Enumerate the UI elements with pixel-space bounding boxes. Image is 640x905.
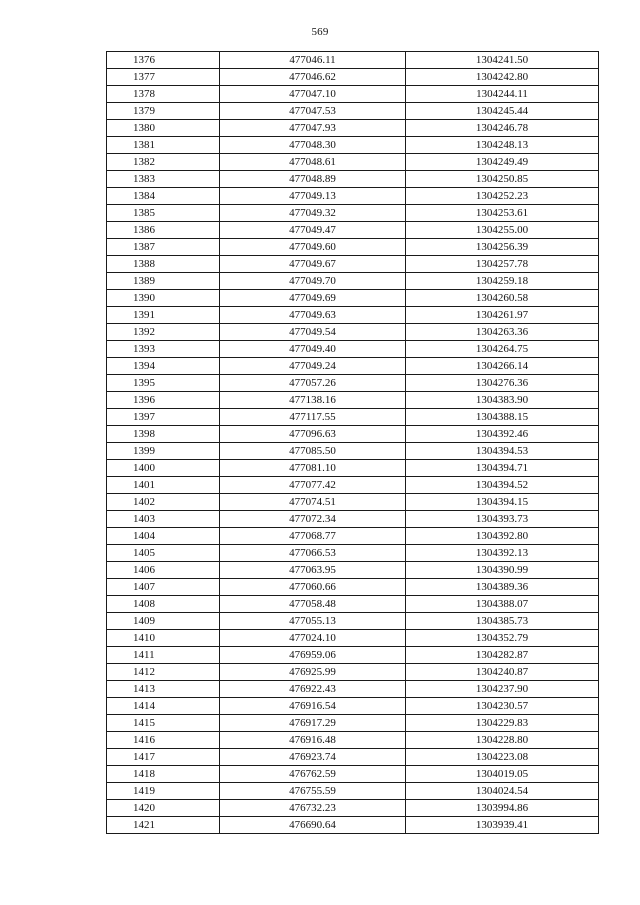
y-coordinate-cell: 1304241.50	[406, 52, 599, 69]
table-row	[107, 120, 599, 137]
x-coordinate-cell: 477049.40	[220, 341, 406, 358]
x-coordinate-cell: 477049.60	[220, 239, 406, 256]
table-row	[107, 52, 599, 69]
y-coordinate-cell: 1304392.46	[406, 426, 599, 443]
table-row	[107, 562, 599, 579]
point-number-cell: 1420	[107, 800, 220, 817]
table-row	[107, 154, 599, 171]
x-coordinate-cell: 477046.11	[220, 52, 406, 69]
y-coordinate-cell: 1304237.90	[406, 681, 599, 698]
table-row	[107, 698, 599, 715]
y-coordinate-cell: 1304257.78	[406, 256, 599, 273]
table-row	[107, 375, 599, 392]
table-row	[107, 205, 599, 222]
table-row	[107, 528, 599, 545]
table-row	[107, 392, 599, 409]
table-row	[107, 511, 599, 528]
x-coordinate-cell: 476732.23	[220, 800, 406, 817]
x-coordinate-cell: 476690.64	[220, 817, 406, 834]
point-number-cell: 1389	[107, 273, 220, 290]
point-number-cell: 1397	[107, 409, 220, 426]
table-row	[107, 681, 599, 698]
point-number-cell: 1403	[107, 511, 220, 528]
x-coordinate-cell: 477081.10	[220, 460, 406, 477]
x-coordinate-cell: 477138.16	[220, 392, 406, 409]
point-number-cell: 1413	[107, 681, 220, 698]
x-coordinate-cell: 477049.24	[220, 358, 406, 375]
point-number-cell: 1386	[107, 222, 220, 239]
table-row	[107, 273, 599, 290]
y-coordinate-cell: 1304389.36	[406, 579, 599, 596]
table-row	[107, 460, 599, 477]
x-coordinate-cell: 476916.48	[220, 732, 406, 749]
y-coordinate-cell: 1304394.71	[406, 460, 599, 477]
y-coordinate-cell: 1304394.15	[406, 494, 599, 511]
table-row	[107, 715, 599, 732]
y-coordinate-cell: 1304228.80	[406, 732, 599, 749]
coordinates-table	[106, 51, 599, 834]
x-coordinate-cell: 477046.62	[220, 69, 406, 86]
point-number-cell: 1411	[107, 647, 220, 664]
point-number-cell: 1405	[107, 545, 220, 562]
point-number-cell: 1410	[107, 630, 220, 647]
point-number-cell: 1387	[107, 239, 220, 256]
y-coordinate-cell: 1304282.87	[406, 647, 599, 664]
x-coordinate-cell: 477049.69	[220, 290, 406, 307]
x-coordinate-cell: 476923.74	[220, 749, 406, 766]
x-coordinate-cell: 477072.34	[220, 511, 406, 528]
y-coordinate-cell: 1304392.13	[406, 545, 599, 562]
y-coordinate-cell: 1304393.73	[406, 511, 599, 528]
point-number-cell: 1419	[107, 783, 220, 800]
table-row	[107, 188, 599, 205]
x-coordinate-cell: 477063.95	[220, 562, 406, 579]
y-coordinate-cell: 1304242.80	[406, 69, 599, 86]
y-coordinate-cell: 1304394.53	[406, 443, 599, 460]
y-coordinate-cell: 1304276.36	[406, 375, 599, 392]
point-number-cell: 1407	[107, 579, 220, 596]
y-coordinate-cell: 1304394.52	[406, 477, 599, 494]
x-coordinate-cell: 477074.51	[220, 494, 406, 511]
point-number-cell: 1416	[107, 732, 220, 749]
coordinates-table-body	[107, 52, 599, 834]
table-row	[107, 103, 599, 120]
y-coordinate-cell: 1304253.61	[406, 205, 599, 222]
point-number-cell: 1402	[107, 494, 220, 511]
x-coordinate-cell: 477077.42	[220, 477, 406, 494]
table-row	[107, 69, 599, 86]
point-number-cell: 1380	[107, 120, 220, 137]
y-coordinate-cell: 1304266.14	[406, 358, 599, 375]
table-row	[107, 783, 599, 800]
table-row	[107, 477, 599, 494]
point-number-cell: 1384	[107, 188, 220, 205]
point-number-cell: 1415	[107, 715, 220, 732]
point-number-cell: 1398	[107, 426, 220, 443]
y-coordinate-cell: 1303939.41	[406, 817, 599, 834]
x-coordinate-cell: 476916.54	[220, 698, 406, 715]
table-row	[107, 358, 599, 375]
y-coordinate-cell: 1304252.23	[406, 188, 599, 205]
table-row	[107, 579, 599, 596]
point-number-cell: 1382	[107, 154, 220, 171]
point-number-cell: 1421	[107, 817, 220, 834]
table-row	[107, 596, 599, 613]
x-coordinate-cell: 477049.54	[220, 324, 406, 341]
x-coordinate-cell: 477068.77	[220, 528, 406, 545]
x-coordinate-cell: 477047.10	[220, 86, 406, 103]
x-coordinate-cell: 477066.53	[220, 545, 406, 562]
y-coordinate-cell: 1304388.15	[406, 409, 599, 426]
y-coordinate-cell: 1304264.75	[406, 341, 599, 358]
table-row	[107, 222, 599, 239]
point-number-cell: 1385	[107, 205, 220, 222]
x-coordinate-cell: 476959.06	[220, 647, 406, 664]
x-coordinate-cell: 477048.30	[220, 137, 406, 154]
x-coordinate-cell: 477096.63	[220, 426, 406, 443]
x-coordinate-cell: 477049.13	[220, 188, 406, 205]
y-coordinate-cell: 1304255.00	[406, 222, 599, 239]
table-row	[107, 443, 599, 460]
x-coordinate-cell: 477048.61	[220, 154, 406, 171]
x-coordinate-cell: 477085.50	[220, 443, 406, 460]
table-row	[107, 86, 599, 103]
y-coordinate-cell: 1304240.87	[406, 664, 599, 681]
x-coordinate-cell: 477049.67	[220, 256, 406, 273]
point-number-cell: 1379	[107, 103, 220, 120]
table-row	[107, 171, 599, 188]
x-coordinate-cell: 476922.43	[220, 681, 406, 698]
x-coordinate-cell: 476917.29	[220, 715, 406, 732]
y-coordinate-cell: 1303994.86	[406, 800, 599, 817]
y-coordinate-cell: 1304263.36	[406, 324, 599, 341]
point-number-cell: 1381	[107, 137, 220, 154]
point-number-cell: 1394	[107, 358, 220, 375]
y-coordinate-cell: 1304352.79	[406, 630, 599, 647]
point-number-cell: 1396	[107, 392, 220, 409]
x-coordinate-cell: 477055.13	[220, 613, 406, 630]
table-row	[107, 307, 599, 324]
point-number-cell: 1392	[107, 324, 220, 341]
x-coordinate-cell: 477049.63	[220, 307, 406, 324]
point-number-cell: 1414	[107, 698, 220, 715]
table-row	[107, 766, 599, 783]
point-number-cell: 1393	[107, 341, 220, 358]
x-coordinate-cell: 477024.10	[220, 630, 406, 647]
x-coordinate-cell: 477060.66	[220, 579, 406, 596]
point-number-cell: 1391	[107, 307, 220, 324]
table-row	[107, 664, 599, 681]
table-row	[107, 239, 599, 256]
y-coordinate-cell: 1304259.18	[406, 273, 599, 290]
table-row	[107, 545, 599, 562]
y-coordinate-cell: 1304390.99	[406, 562, 599, 579]
table-row	[107, 256, 599, 273]
table-row	[107, 494, 599, 511]
y-coordinate-cell: 1304245.44	[406, 103, 599, 120]
y-coordinate-cell: 1304244.11	[406, 86, 599, 103]
table-row	[107, 732, 599, 749]
point-number-cell: 1376	[107, 52, 220, 69]
table-row	[107, 409, 599, 426]
table-row	[107, 647, 599, 664]
point-number-cell: 1418	[107, 766, 220, 783]
table-row	[107, 749, 599, 766]
point-number-cell: 1400	[107, 460, 220, 477]
point-number-cell: 1406	[107, 562, 220, 579]
table-row	[107, 800, 599, 817]
point-number-cell: 1409	[107, 613, 220, 630]
y-coordinate-cell: 1304249.49	[406, 154, 599, 171]
table-row	[107, 137, 599, 154]
y-coordinate-cell: 1304019.05	[406, 766, 599, 783]
x-coordinate-cell: 477058.48	[220, 596, 406, 613]
y-coordinate-cell: 1304392.80	[406, 528, 599, 545]
table-row	[107, 426, 599, 443]
table-row	[107, 630, 599, 647]
point-number-cell: 1378	[107, 86, 220, 103]
x-coordinate-cell: 477047.53	[220, 103, 406, 120]
point-number-cell: 1395	[107, 375, 220, 392]
table-row	[107, 341, 599, 358]
table-row	[107, 613, 599, 630]
y-coordinate-cell: 1304229.83	[406, 715, 599, 732]
x-coordinate-cell: 476755.59	[220, 783, 406, 800]
table-row	[107, 290, 599, 307]
y-coordinate-cell: 1304248.13	[406, 137, 599, 154]
y-coordinate-cell: 1304024.54	[406, 783, 599, 800]
y-coordinate-cell: 1304383.90	[406, 392, 599, 409]
x-coordinate-cell: 477049.47	[220, 222, 406, 239]
y-coordinate-cell: 1304260.58	[406, 290, 599, 307]
x-coordinate-cell: 477117.55	[220, 409, 406, 426]
x-coordinate-cell: 477048.89	[220, 171, 406, 188]
x-coordinate-cell: 476762.59	[220, 766, 406, 783]
x-coordinate-cell: 477049.70	[220, 273, 406, 290]
point-number-cell: 1412	[107, 664, 220, 681]
y-coordinate-cell: 1304256.39	[406, 239, 599, 256]
y-coordinate-cell: 1304230.57	[406, 698, 599, 715]
point-number-cell: 1377	[107, 69, 220, 86]
table-row	[107, 817, 599, 834]
point-number-cell: 1383	[107, 171, 220, 188]
page-number: 569	[311, 26, 329, 38]
point-number-cell: 1388	[107, 256, 220, 273]
point-number-cell: 1417	[107, 749, 220, 766]
point-number-cell: 1408	[107, 596, 220, 613]
y-coordinate-cell: 1304261.97	[406, 307, 599, 324]
x-coordinate-cell: 477057.26	[220, 375, 406, 392]
y-coordinate-cell: 1304388.07	[406, 596, 599, 613]
point-number-cell: 1401	[107, 477, 220, 494]
y-coordinate-cell: 1304223.08	[406, 749, 599, 766]
x-coordinate-cell: 476925.99	[220, 664, 406, 681]
y-coordinate-cell: 1304250.85	[406, 171, 599, 188]
x-coordinate-cell: 477047.93	[220, 120, 406, 137]
y-coordinate-cell: 1304246.78	[406, 120, 599, 137]
x-coordinate-cell: 477049.32	[220, 205, 406, 222]
point-number-cell: 1399	[107, 443, 220, 460]
point-number-cell: 1390	[107, 290, 220, 307]
table-row	[107, 324, 599, 341]
y-coordinate-cell: 1304385.73	[406, 613, 599, 630]
point-number-cell: 1404	[107, 528, 220, 545]
